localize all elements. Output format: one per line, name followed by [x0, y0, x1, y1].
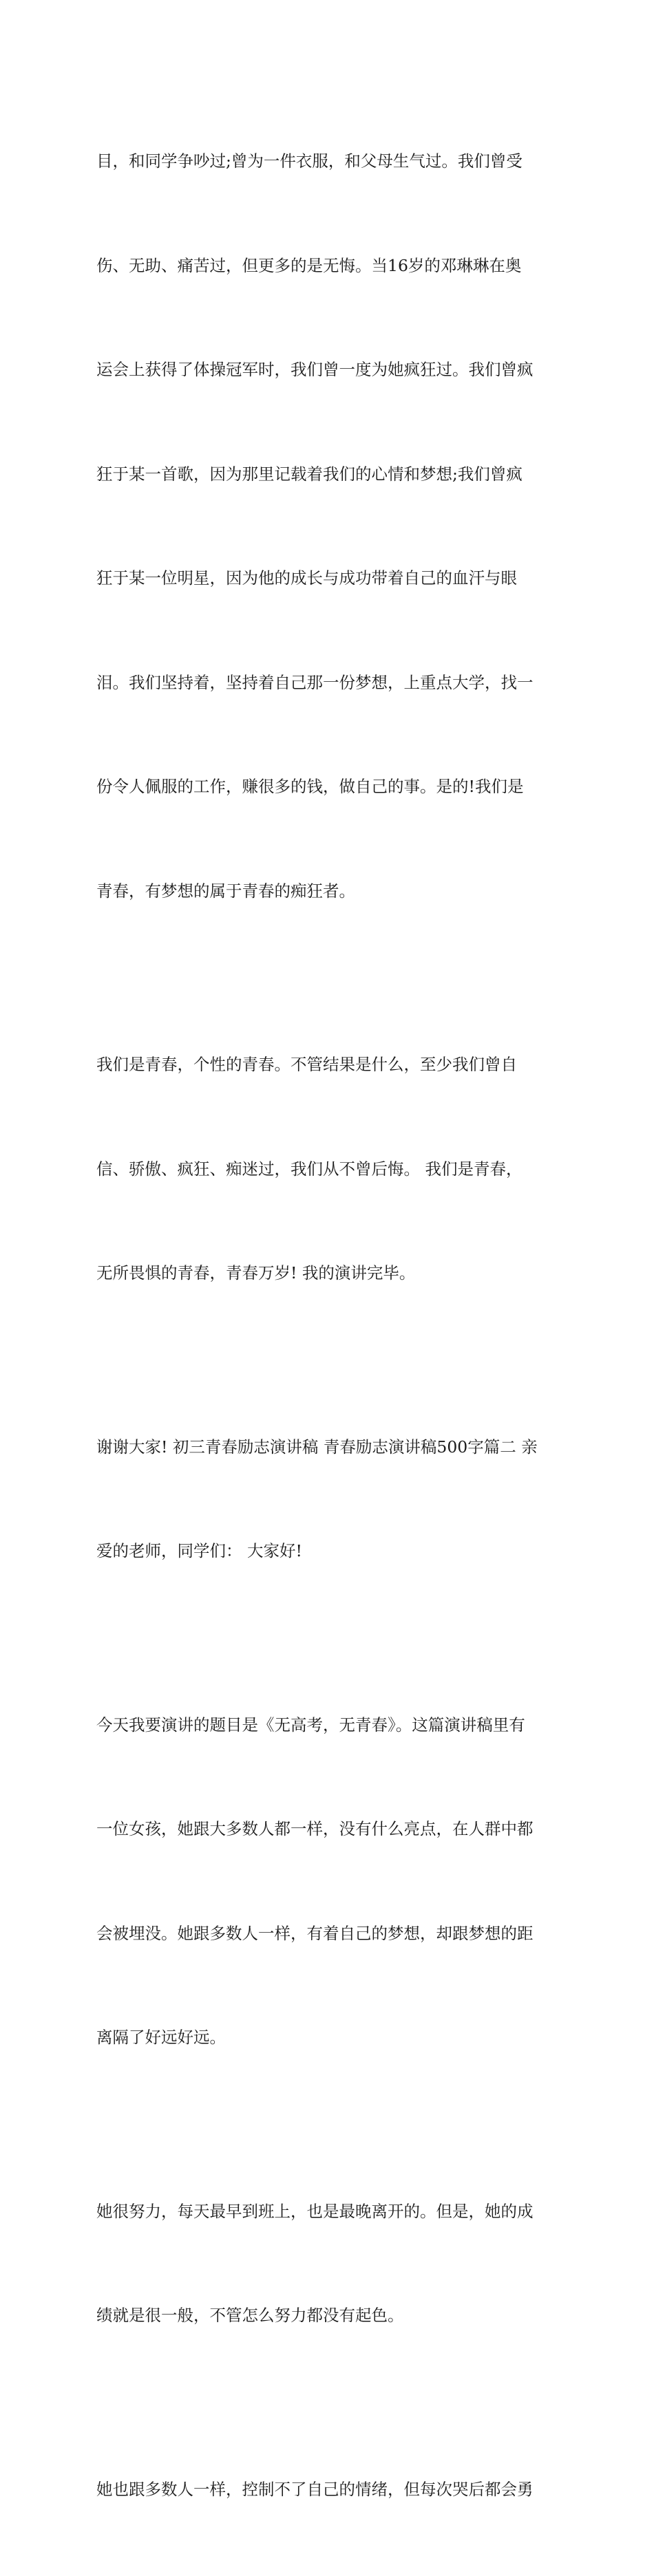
document-page — [0, 0, 654, 846]
paragraph — [96, 74, 559, 978]
paragraph — [96, 1638, 559, 2125]
text-line: 绩就是很一般，不管怎么努力都没有起色。 — [96, 2298, 559, 2333]
text-line: 今天我要演讲的题目是《无高考，无青春》。这篇演讲稿里有 — [96, 1708, 559, 1743]
text-line: 谢谢大家! 初三青春励志演讲稿 青春励志演讲稿500字篇二 亲 — [96, 1430, 559, 1465]
document-body — [96, 74, 559, 2576]
text-line: 青春，有梦想的属于青春的痴狂者。 — [96, 874, 559, 909]
text-line: 她也跟多数人一样，控制不了自己的情绪，但每次哭后都会勇 — [96, 2472, 559, 2507]
text-line: 份令人佩服的工作，赚很多的钱，做自己的事。是的!我们是 — [96, 769, 559, 804]
text-line: 狂于某一首歌，因为那里记载着我们的心情和梦想;我们曾疯 — [96, 457, 559, 492]
text-line: 我们是青春，个性的青春。不管结果是什么，至少我们曾自 — [96, 1047, 559, 1082]
text-line: 信、骄傲、疯狂、痴迷过，我们从不曾后悔。 我们是青春， — [96, 1152, 559, 1187]
text-line: 一位女孩，她跟大多数人都一样，没有什么亮点，在人群中都 — [96, 1812, 559, 1847]
paragraph — [96, 2125, 559, 2403]
text-line: 爱的老师，同学们： 大家好! — [96, 1534, 559, 1569]
text-line: 伤、无助、痛苦过，但更多的是无悔。当16岁的邓琳琳在奥 — [96, 248, 559, 283]
text-line: 她很努力，每天最早到班上，也是最晚离开的。但是，她的成 — [96, 2194, 559, 2229]
paragraph — [96, 1360, 559, 1638]
text-line: 泪。我们坚持着，坚持着自己那一份梦想，上重点大学，找一 — [96, 665, 559, 700]
text-line: 离隔了好远好远。 — [96, 2020, 559, 2055]
paragraph — [96, 2403, 559, 2576]
text-line: 运会上获得了体操冠军时，我们曾一度为她疯狂过。我们曾疯 — [96, 352, 559, 387]
text-line: 狂于某一位明星，因为他的成长与成功带着自己的血汗与眼 — [96, 561, 559, 596]
text-line: 会被埋没。她跟多数人一样，有着自己的梦想，却跟梦想的距 — [96, 1916, 559, 1951]
text-line: 目，和同学争吵过;曾为一件衣服，和父母生气过。我们曾受 — [96, 144, 559, 179]
paragraph — [96, 978, 559, 1360]
text-line: 无所畏惧的青春，青春万岁! 我的演讲完毕。 — [96, 1256, 559, 1291]
